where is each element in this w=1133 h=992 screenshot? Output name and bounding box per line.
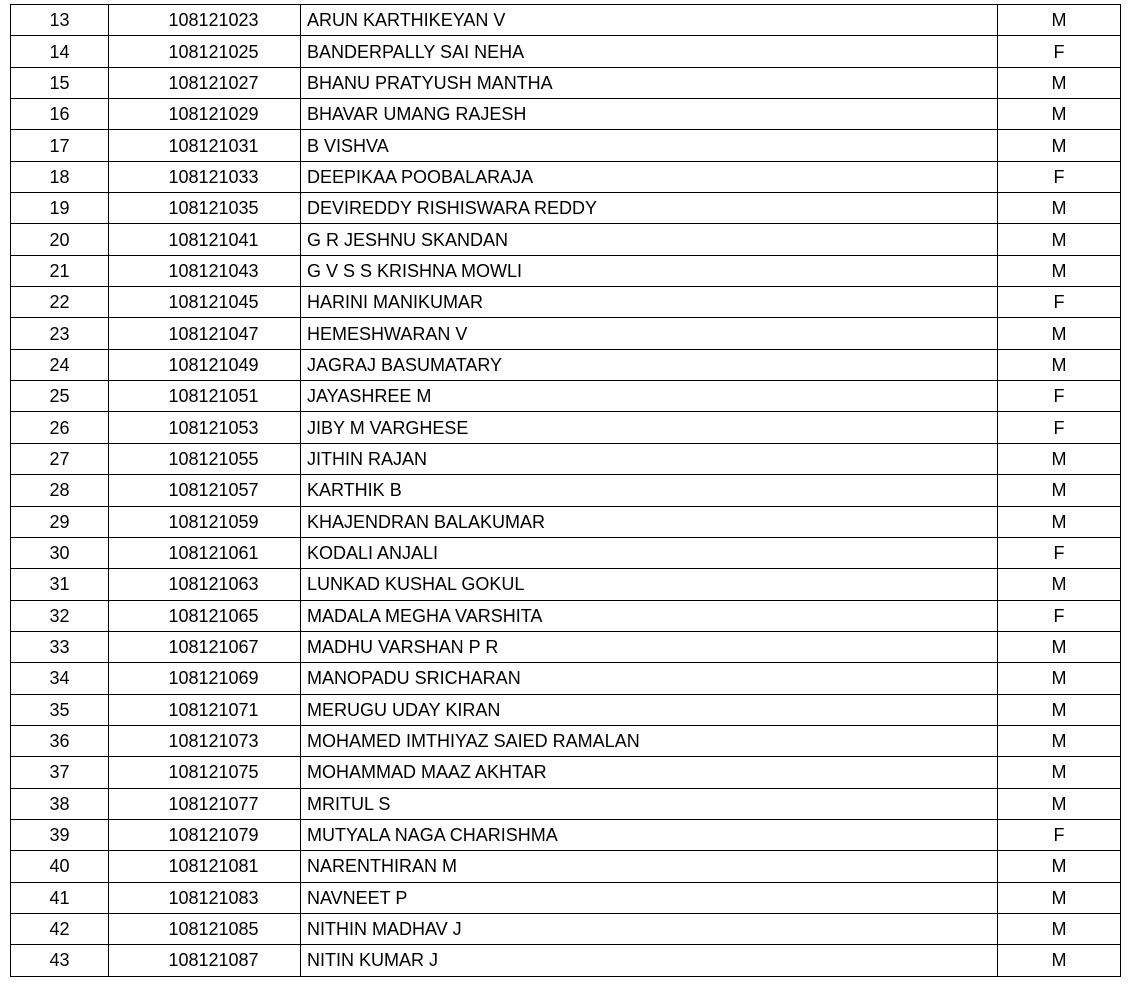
serial-number-cell: 30: [11, 537, 109, 568]
table-row: [11, 506, 1121, 537]
gender-cell: M: [998, 318, 1121, 349]
gender-cell: M: [998, 443, 1121, 474]
student-name-cell: KODALI ANJALI: [301, 537, 998, 568]
student-name-cell: NITHIN MADHAV J: [301, 913, 998, 944]
table-row: [11, 381, 1121, 412]
gender-cell: M: [998, 788, 1121, 819]
roll-number-cell: 108121043: [109, 255, 301, 286]
roll-number-cell: 108121067: [109, 631, 301, 662]
serial-number-cell: 28: [11, 475, 109, 506]
table-row: [11, 569, 1121, 600]
gender-cell: M: [998, 224, 1121, 255]
roll-number-cell: 108121069: [109, 663, 301, 694]
roll-number-cell: 108121047: [109, 318, 301, 349]
roll-number-cell: 108121081: [109, 851, 301, 882]
roll-number-cell: 108121023: [109, 5, 301, 36]
table-row: [11, 318, 1121, 349]
student-name-cell: MERUGU UDAY KIRAN: [301, 694, 998, 725]
roll-number-cell: 108121077: [109, 788, 301, 819]
serial-number-cell: 40: [11, 851, 109, 882]
gender-cell: M: [998, 694, 1121, 725]
gender-cell: M: [998, 475, 1121, 506]
gender-cell: M: [998, 631, 1121, 662]
roll-number-cell: 108121045: [109, 287, 301, 318]
roll-number-cell: 108121033: [109, 161, 301, 192]
table-row: [11, 412, 1121, 443]
student-name-cell: DEEPIKAA POOBALARAJA: [301, 161, 998, 192]
gender-cell: M: [998, 913, 1121, 944]
gender-cell: F: [998, 381, 1121, 412]
student-name-cell: B VISHVA: [301, 130, 998, 161]
student-name-cell: HARINI MANIKUMAR: [301, 287, 998, 318]
table-row: [11, 537, 1121, 568]
student-name-cell: MADHU VARSHAN P R: [301, 631, 998, 662]
serial-number-cell: 25: [11, 381, 109, 412]
serial-number-cell: 21: [11, 255, 109, 286]
student-name-cell: NITIN KUMAR J: [301, 945, 998, 976]
table-row: [11, 475, 1121, 506]
serial-number-cell: 35: [11, 694, 109, 725]
table-row: [11, 67, 1121, 98]
student-name-cell: KARTHIK B: [301, 475, 998, 506]
roll-number-cell: 108121025: [109, 36, 301, 67]
student-name-cell: JAGRAJ BASUMATARY: [301, 349, 998, 380]
table-row: [11, 913, 1121, 944]
student-name-cell: JIBY M VARGHESE: [301, 412, 998, 443]
student-table-body: [11, 5, 1121, 977]
table-row: [11, 882, 1121, 913]
student-name-cell: JAYASHREE M: [301, 381, 998, 412]
table-row: [11, 255, 1121, 286]
gender-cell: M: [998, 851, 1121, 882]
table-row: [11, 349, 1121, 380]
roll-number-cell: 108121065: [109, 600, 301, 631]
roll-number-cell: 108121071: [109, 694, 301, 725]
roll-number-cell: 108121061: [109, 537, 301, 568]
table-row: [11, 694, 1121, 725]
gender-cell: F: [998, 287, 1121, 318]
gender-cell: F: [998, 36, 1121, 67]
student-name-cell: MANOPADU SRICHARAN: [301, 663, 998, 694]
serial-number-cell: 15: [11, 67, 109, 98]
serial-number-cell: 18: [11, 161, 109, 192]
roll-number-cell: 108121049: [109, 349, 301, 380]
student-name-cell: ARUN KARTHIKEYAN V: [301, 5, 998, 36]
roll-number-cell: 108121087: [109, 945, 301, 976]
table-row: [11, 600, 1121, 631]
serial-number-cell: 19: [11, 193, 109, 224]
serial-number-cell: 31: [11, 569, 109, 600]
student-name-cell: BHAVAR UMANG RAJESH: [301, 99, 998, 130]
student-name-cell: DEVIREDDY RISHISWARA REDDY: [301, 193, 998, 224]
serial-number-cell: 26: [11, 412, 109, 443]
gender-cell: F: [998, 537, 1121, 568]
gender-cell: M: [998, 193, 1121, 224]
serial-number-cell: 24: [11, 349, 109, 380]
gender-cell: F: [998, 819, 1121, 850]
gender-cell: M: [998, 255, 1121, 286]
serial-number-cell: 39: [11, 819, 109, 850]
student-name-cell: MOHAMMAD MAAZ AKHTAR: [301, 757, 998, 788]
gender-cell: M: [998, 506, 1121, 537]
student-name-cell: MRITUL S: [301, 788, 998, 819]
roll-number-cell: 108121029: [109, 99, 301, 130]
serial-number-cell: 23: [11, 318, 109, 349]
gender-cell: M: [998, 569, 1121, 600]
table-row: [11, 36, 1121, 67]
roll-number-cell: 108121083: [109, 882, 301, 913]
serial-number-cell: 34: [11, 663, 109, 694]
student-table: [10, 4, 1121, 977]
gender-cell: M: [998, 99, 1121, 130]
table-row: [11, 161, 1121, 192]
roll-number-cell: 108121055: [109, 443, 301, 474]
serial-number-cell: 43: [11, 945, 109, 976]
serial-number-cell: 37: [11, 757, 109, 788]
serial-number-cell: 14: [11, 36, 109, 67]
student-list-sheet: [10, 4, 1121, 977]
table-row: [11, 631, 1121, 662]
table-row: [11, 725, 1121, 756]
student-name-cell: JITHIN RAJAN: [301, 443, 998, 474]
student-name-cell: NAVNEET P: [301, 882, 998, 913]
roll-number-cell: 108121063: [109, 569, 301, 600]
student-name-cell: BANDERPALLY SAI NEHA: [301, 36, 998, 67]
student-name-cell: NARENTHIRAN M: [301, 851, 998, 882]
serial-number-cell: 42: [11, 913, 109, 944]
roll-number-cell: 108121051: [109, 381, 301, 412]
roll-number-cell: 108121041: [109, 224, 301, 255]
table-row: [11, 757, 1121, 788]
serial-number-cell: 17: [11, 130, 109, 161]
serial-number-cell: 20: [11, 224, 109, 255]
gender-cell: M: [998, 882, 1121, 913]
gender-cell: M: [998, 725, 1121, 756]
student-name-cell: MADALA MEGHA VARSHITA: [301, 600, 998, 631]
gender-cell: M: [998, 130, 1121, 161]
serial-number-cell: 33: [11, 631, 109, 662]
table-row: [11, 443, 1121, 474]
gender-cell: M: [998, 349, 1121, 380]
gender-cell: F: [998, 600, 1121, 631]
serial-number-cell: 13: [11, 5, 109, 36]
serial-number-cell: 41: [11, 882, 109, 913]
gender-cell: F: [998, 412, 1121, 443]
table-row: [11, 193, 1121, 224]
roll-number-cell: 108121079: [109, 819, 301, 850]
serial-number-cell: 29: [11, 506, 109, 537]
student-name-cell: LUNKAD KUSHAL GOKUL: [301, 569, 998, 600]
student-name-cell: G R JESHNU SKANDAN: [301, 224, 998, 255]
gender-cell: M: [998, 5, 1121, 36]
student-name-cell: KHAJENDRAN BALAKUMAR: [301, 506, 998, 537]
roll-number-cell: 108121035: [109, 193, 301, 224]
roll-number-cell: 108121031: [109, 130, 301, 161]
student-name-cell: BHANU PRATYUSH MANTHA: [301, 67, 998, 98]
gender-cell: M: [998, 945, 1121, 976]
serial-number-cell: 36: [11, 725, 109, 756]
table-row: [11, 851, 1121, 882]
serial-number-cell: 27: [11, 443, 109, 474]
roll-number-cell: 108121057: [109, 475, 301, 506]
table-row: [11, 224, 1121, 255]
table-row: [11, 130, 1121, 161]
student-name-cell: G V S S KRISHNA MOWLI: [301, 255, 998, 286]
student-name-cell: MOHAMED IMTHIYAZ SAIED RAMALAN: [301, 725, 998, 756]
roll-number-cell: 108121059: [109, 506, 301, 537]
table-row: [11, 99, 1121, 130]
table-row: [11, 945, 1121, 976]
roll-number-cell: 108121073: [109, 725, 301, 756]
roll-number-cell: 108121085: [109, 913, 301, 944]
roll-number-cell: 108121075: [109, 757, 301, 788]
student-name-cell: HEMESHWARAN V: [301, 318, 998, 349]
gender-cell: M: [998, 663, 1121, 694]
table-row: [11, 287, 1121, 318]
serial-number-cell: 16: [11, 99, 109, 130]
table-row: [11, 819, 1121, 850]
gender-cell: M: [998, 757, 1121, 788]
roll-number-cell: 108121053: [109, 412, 301, 443]
gender-cell: M: [998, 67, 1121, 98]
student-name-cell: MUTYALA NAGA CHARISHMA: [301, 819, 998, 850]
serial-number-cell: 32: [11, 600, 109, 631]
serial-number-cell: 22: [11, 287, 109, 318]
table-row: [11, 663, 1121, 694]
roll-number-cell: 108121027: [109, 67, 301, 98]
table-row: [11, 788, 1121, 819]
gender-cell: F: [998, 161, 1121, 192]
serial-number-cell: 38: [11, 788, 109, 819]
table-row: [11, 5, 1121, 36]
